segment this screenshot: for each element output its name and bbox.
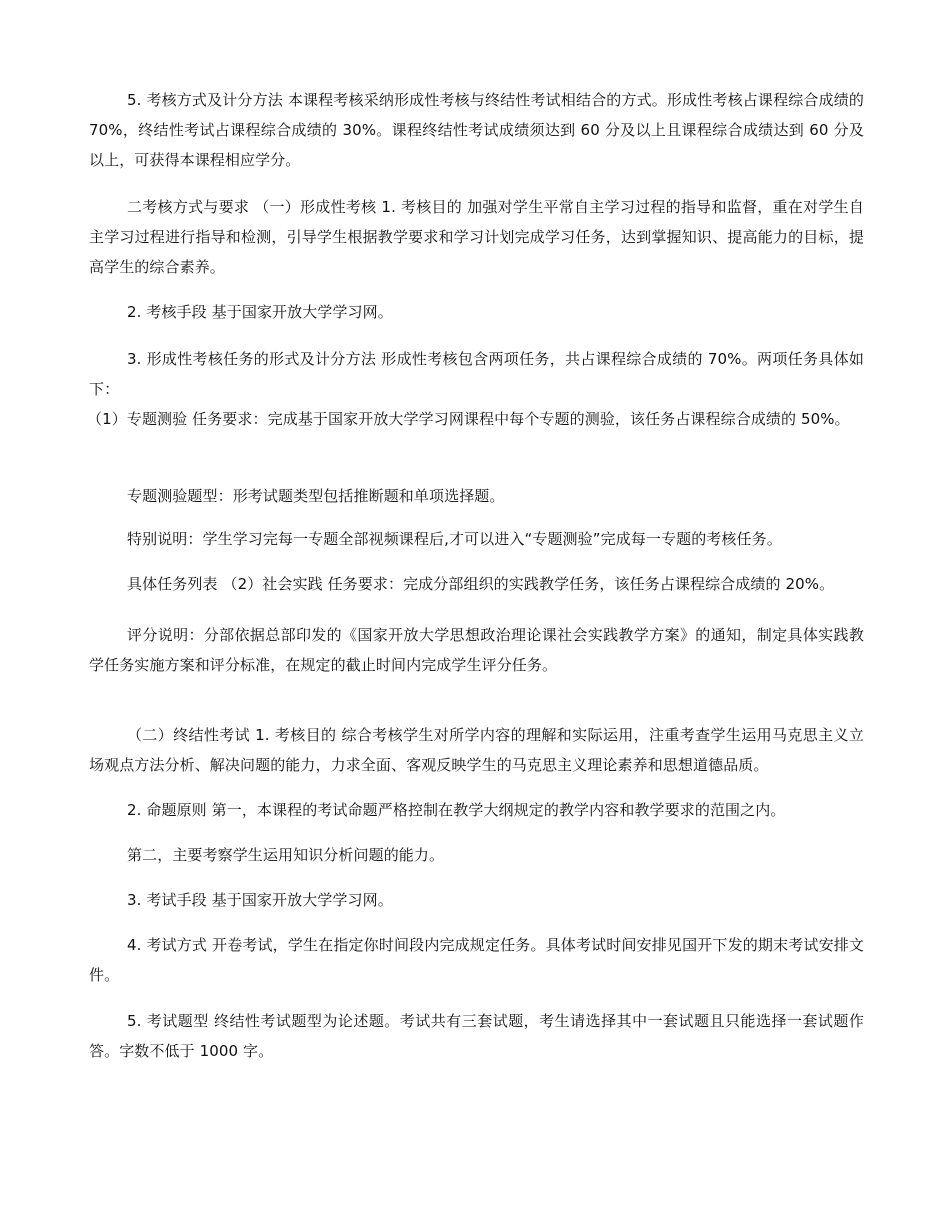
paragraph-exam-means: 3. 考试手段 基于国家开放大学学习网。 [127,891,393,909]
paragraph-quiz-types: 专题测验题型：形考试题类型包括推断题和单项选择题。 [127,487,505,505]
paragraph-exam-format: 4. 考试方式 开卷考试，学生在指定你时间段内完成规定任务。具体考试时间安排见国开下发的期末考试安排文件。 [89,936,864,984]
paragraph-question-principle: 2. 命题原则 第一，本课程的考试命题严格控制在教学大纲规定的教学内容和教学要求的范围之内。 [127,801,786,819]
paragraph-exam-question-type: 5. 考试题型 终结性考试题型为论述题。考试共有三套试题，考生请选择其中一套试题且只能选择一套试题作答。字数不低于 1000 字。 [89,1012,864,1060]
paragraph-formative-tasks: 3. 形成性考核任务的形式及计分方法 形成性考核包含两项任务，共占课程综合成绩的 70%。两项任务具体如下： [89,350,864,398]
paragraph-assessment-means: 2. 考核手段 基于国家开放大学学习网。 [127,303,393,321]
paragraph-assessment-requirements: 二考核方式与要求 （一）形成性考核 1. 考核目的 加强对学生平常自主学习过程的指导和监督，重在对学生自主学习过程进行指导和检测，引导学生根据教学要求和学习计划完成学习任务，达到掌握知识、提高能力的目标，提高学生的综合素养。 [89,198,864,276]
paragraph-social-practice: 具体任务列表 （2）社会实践 任务要求：完成分部组织的实践教学任务，该任务占课程综合成绩的 20%。 [127,575,835,593]
paragraph-topic-quiz: （1）专题测验 任务要求：完成基于国家开放大学学习网课程中每个专题的测验，该任务占课程综合成绩的 50%。 [87,410,850,428]
paragraph-summative-exam: （二）终结性考试 1. 考核目的 综合考核学生对所学内容的理解和实际运用，注重考查学生运用马克思主义立场观点方法分析、解决问题的能力，力求全面、客观反映学生的马克思主义理论素养和思想道德品质。 [89,726,864,774]
paragraph-special-note: 特别说明：学生学习完每一专题全部视频课程后,才可以进入“专题测验”完成每一专题的考核任务。 [127,530,782,548]
paragraph-assessment-method: 5. 考核方式及计分方法 本课程考核采纳形成性考核与终结性考试相结合的方式。形成性考核占课程综合成绩的 70%，终结性考试占课程综合成绩的 30%。课程终结性考试成绩须达到 60 分及以上且课程综合成绩达到 60 分及以上，可获得本课程相应学分。 [89,91,864,169]
paragraph-grading-note: 评分说明：分部依据总部印发的《国家开放大学思想政治理论课社会实践教学方案》的通知，制定具体实践教学任务实施方案和评分标准，在规定的截止时间内完成学生评分任务。 [89,626,864,674]
paragraph-second-principle: 第二，主要考察学生运用知识分析问题的能力。 [127,846,445,864]
